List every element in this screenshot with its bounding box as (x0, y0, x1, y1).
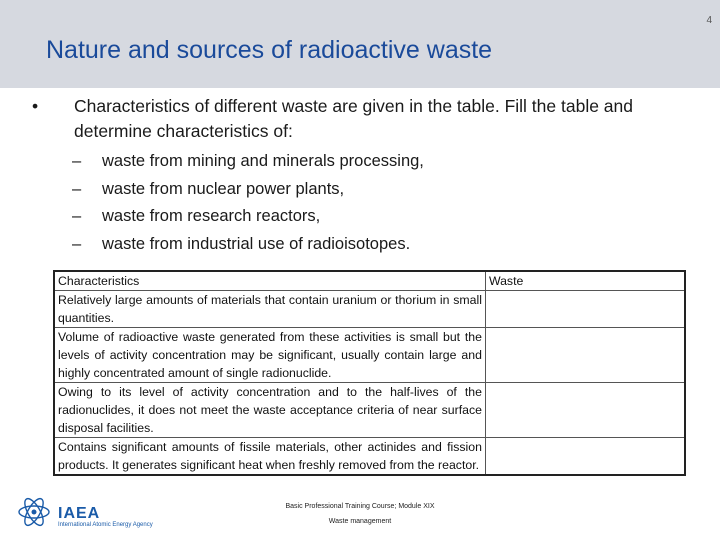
page-number: 4 (706, 15, 712, 26)
characteristics-cell: Contains significant amounts of fissile materials, other actinides and fission products. It generates significant heat when freshly removed from the reactor. (54, 438, 485, 476)
waste-answer-cell[interactable] (485, 291, 685, 328)
table-header-row (54, 271, 685, 291)
list-item-text: waste from industrial use of radioisotopes. (102, 234, 411, 253)
logo-wordmark: IAEA (58, 505, 101, 522)
list-item (72, 203, 424, 231)
bullet-text: Characteristics of different waste are given in the table. Fill the table and determine characteristics of: (74, 96, 634, 141)
waste-source-list (72, 148, 424, 258)
dash-marker: – (72, 207, 82, 225)
intro-bullet (32, 94, 692, 144)
waste-answer-cell[interactable] (485, 383, 685, 438)
waste-characteristics-table (53, 270, 686, 476)
table-row (54, 438, 685, 476)
table-row (54, 328, 685, 383)
list-item (72, 231, 424, 259)
list-item (72, 148, 424, 176)
waste-answer-cell[interactable] (485, 328, 685, 383)
list-item (72, 176, 424, 204)
bullet-marker: • (32, 96, 39, 116)
dash-marker: – (72, 234, 82, 253)
dash-marker: – (72, 152, 82, 170)
list-item-text: waste from mining and minerals processing, (102, 152, 424, 170)
footer-module: Waste management (328, 518, 392, 525)
characteristics-cell: Owing to its level of activity concentration and to the half-lives of the radionuclides, it does not meet the waste acceptance criteria of near surface disposal facilities. (54, 383, 485, 438)
table-row (54, 383, 685, 438)
header-waste: Waste (485, 271, 685, 291)
table-row (54, 291, 685, 328)
list-item-text: waste from nuclear power plants, (102, 179, 345, 198)
iaea-atom-logo-icon (16, 494, 52, 530)
logo-subtitle: International Atomic Energy Agency (58, 522, 153, 528)
header-characteristics: Characteristics (54, 271, 485, 291)
slide-title: Nature and sources of radioactive waste (46, 36, 493, 64)
dash-marker: – (72, 179, 82, 198)
footer-course: Basic Professional Training Course; Module XIX (285, 503, 435, 510)
list-item-text: waste from research reactors, (102, 207, 321, 225)
characteristics-cell: Volume of radioactive waste generated from these activities is small but the levels of activity concentration may be significant, usually contain large and highly concentrated amount of single radionuclide. (54, 328, 485, 383)
characteristics-cell: Relatively large amounts of materials that contain uranium or thorium in small quantities. (54, 291, 485, 328)
waste-answer-cell[interactable] (485, 438, 685, 476)
